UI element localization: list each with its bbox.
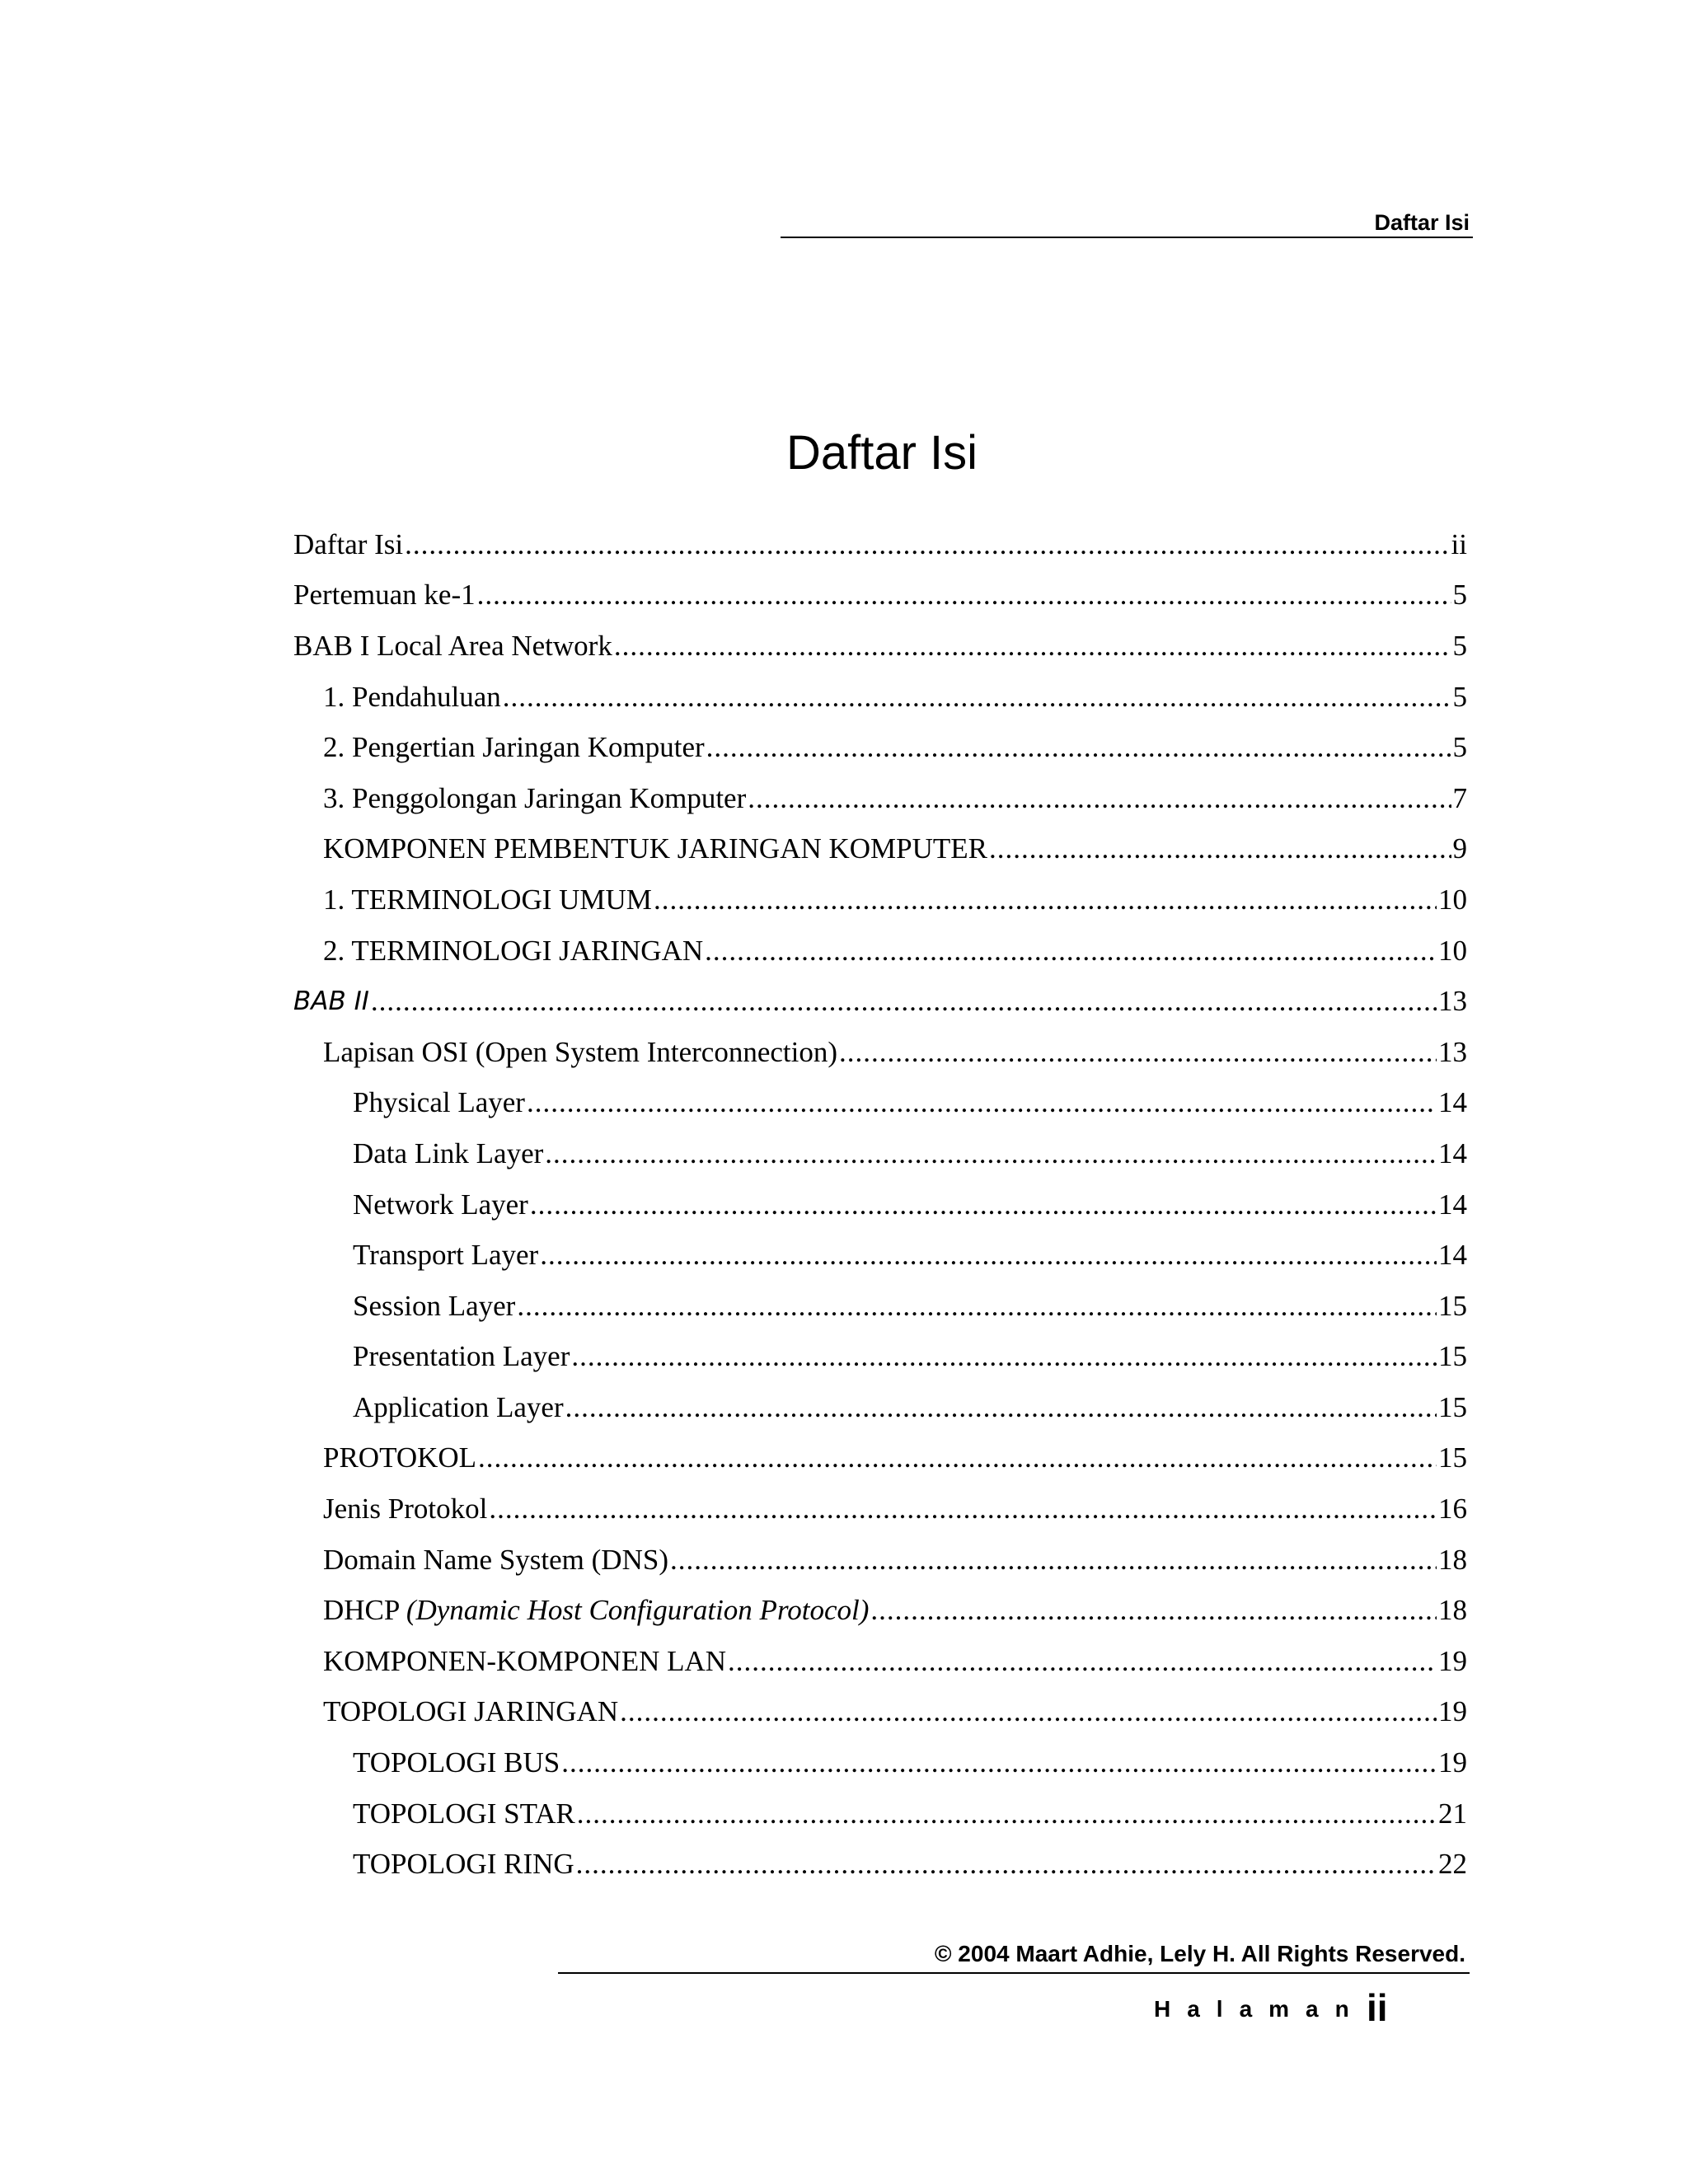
toc-entry[interactable]	[293, 1687, 1467, 1738]
toc-leader-dots	[620, 1695, 1437, 1728]
toc-leader-dots	[561, 1746, 1437, 1779]
toc-entry-page: 15	[1438, 1340, 1467, 1373]
toc-entry-label	[353, 1391, 564, 1424]
toc-entry-text: TOPOLOGI BUS	[353, 1746, 560, 1779]
toc-entry-text: TOPOLOGI STAR	[353, 1797, 575, 1830]
toc-leader-dots	[614, 630, 1451, 663]
toc-entry-text: Application Layer	[353, 1390, 564, 1423]
toc-entry-label	[293, 528, 403, 561]
toc-leader-dots	[489, 1493, 1437, 1526]
toc-entry-page: 14	[1438, 1086, 1467, 1119]
toc-entry-label	[323, 1441, 476, 1474]
toc-entry-label	[323, 782, 746, 815]
toc-leader-dots	[527, 1086, 1437, 1119]
toc-leader-dots	[706, 731, 1451, 764]
toc-entry-text: Lapisan OSI (Open System Interconnection)	[323, 1035, 838, 1068]
toc-entry-label	[323, 1645, 726, 1678]
toc-entry-text: Session Layer	[353, 1289, 516, 1322]
toc-entry[interactable]	[293, 1281, 1467, 1332]
toc-entry[interactable]	[293, 1128, 1467, 1179]
toc-entry-page: 15	[1438, 1289, 1467, 1322]
toc-entry-page: 18	[1438, 1594, 1467, 1627]
page-number: ii	[1367, 1986, 1388, 2029]
toc-leader-dots	[540, 1239, 1437, 1272]
toc-entry-page: 10	[1438, 883, 1467, 916]
toc-leader-dots	[503, 681, 1451, 714]
toc-entry-page: 19	[1438, 1695, 1467, 1728]
toc-leader-dots	[705, 935, 1437, 968]
toc-entry-page: 18	[1438, 1543, 1467, 1576]
toc-leader-dots	[839, 1036, 1437, 1069]
toc-entry-text: Data Link Layer	[353, 1137, 544, 1169]
footer-rule	[558, 1972, 1470, 1974]
toc-entry-text: KOMPONEN-KOMPONEN LAN	[323, 1644, 727, 1677]
toc-entry[interactable]	[293, 1535, 1467, 1586]
toc-entry[interactable]	[293, 1636, 1467, 1687]
toc-entry[interactable]	[293, 519, 1467, 570]
copyright-notice: © 2004 Maart Adhie, Lely H. All Rights Reserved.	[934, 1941, 1465, 1966]
running-header-title: Daftar Isi	[1374, 210, 1470, 235]
toc-entry-page: 5	[1452, 579, 1467, 612]
toc-entry[interactable]	[293, 773, 1467, 824]
toc-entry-text: Pertemuan ke-1	[293, 579, 476, 612]
table-of-contents	[293, 519, 1467, 1890]
toc-entry-page: ii	[1451, 527, 1467, 560]
toc-leader-dots	[371, 985, 1437, 1018]
toc-entry-text: BAB I Local Area Network	[293, 629, 612, 662]
toc-entry-text: Daftar Isi	[293, 527, 404, 560]
toc-entry-label	[353, 1746, 560, 1779]
toc-entry-label	[293, 579, 476, 612]
toc-entry[interactable]	[293, 1179, 1467, 1230]
toc-entry-text: Physical Layer	[353, 1086, 525, 1119]
toc-leader-dots	[728, 1645, 1437, 1678]
halaman-label: Halaman	[1154, 1996, 1366, 2022]
toc-entry-text: 1. TERMINOLOGI UMUM	[323, 883, 652, 916]
toc-entry-label	[353, 1137, 543, 1170]
toc-leader-dots	[576, 1848, 1437, 1881]
toc-leader-dots	[477, 579, 1451, 612]
toc-leader-dots	[670, 1544, 1437, 1577]
toc-entry-text: 3. Penggolongan Jaringan Komputer	[323, 781, 747, 814]
toc-entry[interactable]	[293, 570, 1467, 621]
toc-entry-label	[323, 883, 652, 916]
toc-entry-page: 19	[1438, 1746, 1467, 1779]
toc-entry-page: 15	[1438, 1441, 1467, 1474]
toc-entry-page: 13	[1438, 1035, 1467, 1068]
toc-entry[interactable]	[293, 824, 1467, 875]
toc-leader-dots	[571, 1340, 1437, 1373]
toc-entry-text: DHCP	[323, 1594, 400, 1627]
toc-entry-page: 7	[1452, 781, 1467, 814]
toc-leader-dots	[565, 1391, 1437, 1424]
toc-entry-label	[323, 681, 501, 714]
toc-entry-label	[323, 935, 703, 968]
toc-entry[interactable]	[293, 1585, 1467, 1636]
toc-entry[interactable]	[293, 874, 1467, 926]
page-title: Daftar Isi	[785, 426, 978, 480]
toc-entry-text: Presentation Layer	[353, 1340, 570, 1373]
toc-entry-label	[353, 1797, 575, 1830]
toc-entry[interactable]	[293, 672, 1467, 723]
toc-entry-text: 2. Pengertian Jaringan Komputer	[323, 731, 705, 764]
toc-entry[interactable]	[293, 1433, 1467, 1484]
toc-leader-dots	[989, 832, 1451, 865]
toc-entry[interactable]	[293, 1332, 1467, 1383]
toc-leader-dots	[870, 1594, 1437, 1627]
toc-entry-page: 13	[1438, 985, 1467, 1018]
toc-entry-page: 14	[1438, 1239, 1467, 1272]
toc-entry-label	[293, 630, 612, 663]
toc-entry-label	[353, 1188, 528, 1221]
toc-entry-page: 14	[1438, 1137, 1467, 1169]
toc-entry-page: 16	[1438, 1493, 1467, 1526]
toc-entry-text: 2. TERMINOLOGI JARINGAN	[323, 934, 704, 967]
toc-entry-italic-text: (Dynamic Host Configuration Protocol)	[406, 1594, 870, 1627]
toc-leader-dots	[654, 883, 1437, 916]
toc-entry-label	[353, 1848, 574, 1881]
toc-entry-page: 10	[1438, 934, 1467, 967]
toc-leader-dots	[530, 1188, 1437, 1221]
toc-entry-text: PROTOKOL	[323, 1441, 477, 1474]
toc-entry-label	[323, 832, 987, 865]
toc-entry-text: TOPOLOGI JARINGAN	[323, 1695, 619, 1728]
toc-entry-page: 21	[1438, 1797, 1467, 1830]
toc-entry-text: Jenis Protokol	[323, 1493, 488, 1526]
toc-entry-page: 5	[1452, 629, 1467, 662]
toc-entry[interactable]	[293, 1839, 1467, 1890]
toc-entry-text: Network Layer	[353, 1188, 528, 1221]
toc-entry-label	[323, 1036, 837, 1069]
header-rule	[781, 237, 1473, 238]
toc-entry[interactable]	[293, 1078, 1467, 1129]
toc-entry-text: BAB II	[293, 987, 369, 1017]
toc-leader-dots	[577, 1797, 1437, 1830]
toc-entry-text: TOPOLOGI RING	[353, 1848, 574, 1881]
toc-entry[interactable]	[293, 1027, 1467, 1078]
toc-leader-dots	[517, 1290, 1437, 1323]
toc-entry[interactable]	[293, 1788, 1467, 1840]
toc-entry-text: Transport Layer	[353, 1239, 539, 1272]
toc-entry-page: 9	[1452, 832, 1467, 865]
toc-leader-dots	[405, 528, 1449, 561]
toc-entry-page: 22	[1438, 1848, 1467, 1881]
toc-entry-label	[353, 1340, 570, 1373]
toc-leader-dots	[545, 1137, 1437, 1170]
toc-entry-text: 1. Pendahuluan	[323, 680, 501, 713]
toc-entry-label	[323, 1544, 668, 1577]
toc-entry-page: 15	[1438, 1390, 1467, 1423]
toc-leader-dots	[478, 1441, 1437, 1474]
toc-entry-label	[353, 1086, 525, 1119]
toc-entry-page: 5	[1452, 680, 1467, 713]
toc-entry-label	[323, 1594, 869, 1627]
toc-entry[interactable]	[293, 926, 1467, 977]
toc-entry[interactable]	[293, 722, 1467, 773]
toc-entry-label	[353, 1239, 538, 1272]
toc-entry-label	[353, 1290, 515, 1323]
toc-entry[interactable]	[293, 621, 1467, 672]
toc-entry[interactable]	[293, 1483, 1467, 1535]
toc-entry-label	[323, 1695, 618, 1728]
toc-entry[interactable]	[293, 1230, 1467, 1281]
toc-leader-dots	[748, 782, 1451, 815]
toc-entry-text: Domain Name System (DNS)	[323, 1543, 668, 1576]
toc-entry[interactable]	[293, 976, 1467, 1027]
toc-entry-label	[323, 1493, 487, 1526]
toc-entry[interactable]	[293, 1737, 1467, 1788]
toc-entry-page: 5	[1452, 731, 1467, 764]
toc-entry[interactable]	[293, 1382, 1467, 1433]
toc-entry-page: 19	[1438, 1644, 1467, 1677]
toc-entry-text: KOMPONEN PEMBENTUK JARINGAN KOMPUTER	[323, 832, 988, 865]
toc-entry-label	[323, 731, 705, 764]
toc-entry-page: 14	[1438, 1188, 1467, 1221]
toc-entry-label	[293, 985, 369, 1018]
